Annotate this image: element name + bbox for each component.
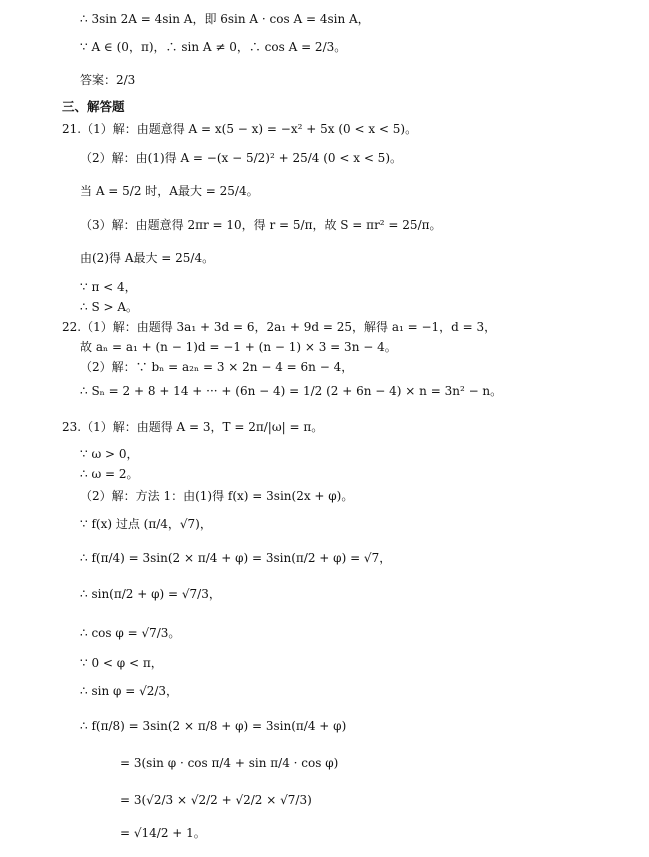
problem-23-part-1: 23.（1）解：由题得 A = 3，T = 2π/|ω| = π。 [62,420,324,434]
text-line-23: ∴ cos φ = √7/3。 [80,626,181,640]
text-line-26: ∴ f(π/8) = 3sin(2 × π/8 + φ) = 3sin(π/4 + φ) [80,719,347,733]
text-line-24: ∵ 0 < φ < π， [80,656,163,670]
text-line-10: ∵ π < 4， [80,280,137,294]
problem-21-part-2: （2）解：由(1)得 A = −(x − 5/2)² + 25/4 (0 < x < 5)。 [80,151,403,165]
text-line-25: ∴ sin φ = √2/3， [80,684,179,698]
text-line-21: ∴ f(π/4) = 3sin(2 × π/4 + φ) = 3sin(π/2 + φ) = √7， [80,551,392,565]
problem-21-part-1: 21.（1）解：由题意得 A = x(5 − x) = −x² + 5x (0 < x < 5)。 [62,122,418,136]
text-line-20: ∵ f(x) 过点 (π/4，√7)， [80,517,212,531]
text-line-11: ∴ S > A。 [80,300,139,314]
text-line-22: ∴ sin(π/2 + φ) = √7/3， [80,587,221,601]
problem-22-part-2: （2）解：∵ bₙ = a₂ₙ = 3 × 2n − 4 = 6n − 4， [80,360,354,374]
text-line-27: = 3(sin φ · cos π/4 + sin π/4 · cos φ) [120,756,339,770]
final-result-line: = √14/2 + 1。 [120,826,206,840]
text-line-15: ∴ Sₙ = 2 + 8 + 14 + ··· + (6n − 4) = 1/2 (2 + 6n − 4) × n = 3n² − n。 [80,384,503,398]
problem-21-part-3: （3）解：由题意得 2πr = 10，得 r = 5/π，故 S = πr² = 25/π。 [80,218,442,232]
text-line-17: ∵ ω > 0， [80,447,139,461]
text-line-2: ∵ A ∈ (0，π)，∴ sin A ≠ 0，∴ cos A = 2/3。 [80,40,347,54]
text-line-9: 由(2)得 A最大 = 25/4。 [80,251,215,265]
text-line-18: ∴ ω = 2。 [80,467,139,481]
text-line-7: 当 A = 5/2 时，A最大 = 25/4。 [80,184,259,198]
answer-line: 答案：2/3 [80,73,136,87]
text-line-28: = 3(√2/3 × √2/2 + √2/2 × √7/3) [120,793,312,807]
text-line-1: ∴ 3sin 2A = 4sin A，即 6sin A · cos A = 4sin A， [80,12,370,26]
text-line-13: 故 aₙ = a₁ + (n − 1)d = −1 + (n − 1) × 3 = 3n − 4。 [80,340,397,354]
section-heading: 三、解答题 [62,99,125,114]
problem-22-part-1: 22.（1）解：由题得 3a₁ + 3d = 6，2a₁ + 9d = 25，解得 a₁ = −1，d = 3， [62,320,497,334]
problem-23-part-2: （2）解：方法 1：由(1)得 f(x) = 3sin(2x + φ)。 [80,489,354,503]
